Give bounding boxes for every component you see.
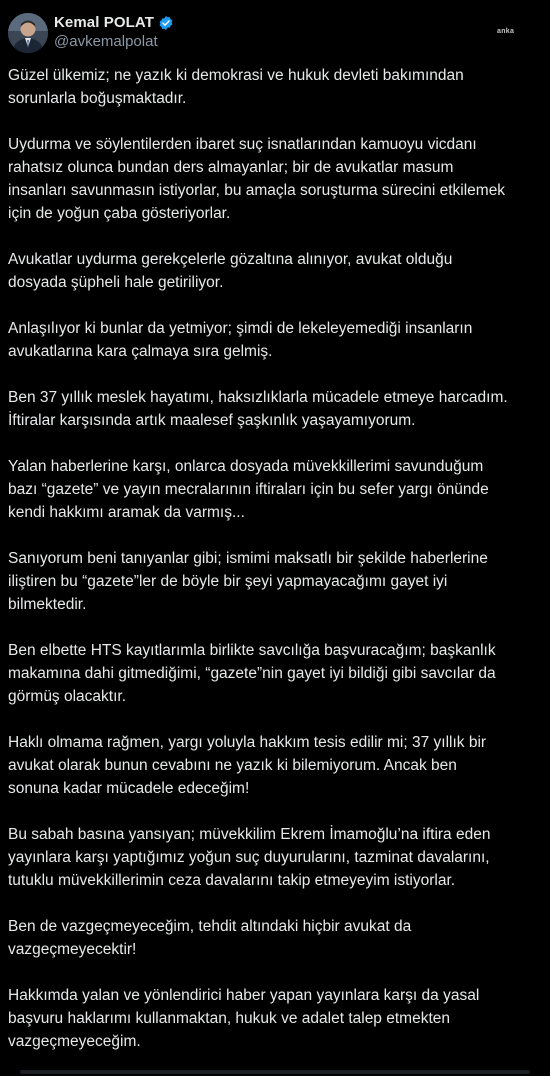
paragraph: [8, 731, 550, 800]
author-name-row: [54, 14, 174, 31]
text-line: vazgeçmeyeceğim.: [8, 1033, 141, 1050]
text-line: avukatlarına kara çalmaya sıra gelmiş.: [8, 343, 273, 360]
bottom-divider: [20, 1070, 530, 1074]
text-line: sorunlarla boğuşmaktadır.: [8, 90, 187, 107]
paragraph: [8, 639, 550, 708]
text-line: vazgeçmeyecektir!: [8, 941, 137, 958]
text-line: Sanıyorum beni tanıyanlar gibi; ismimi maksatlı bir şekilde haberlerine: [8, 550, 488, 567]
text-line: Ben 37 yıllık meslek hayatımı, haksızlıklarla mücadele etmeye harcadım.: [8, 389, 508, 406]
text-line: Bu sabah basına yansıyan; müvekkilim Ekrem İmamoğlu’na iftira eden: [8, 826, 491, 843]
paragraph: [8, 64, 550, 110]
post-text: [8, 64, 550, 1076]
watermark-logo: anka: [497, 28, 515, 35]
avatar[interactable]: [8, 13, 48, 53]
display-name[interactable]: Kemal POLAT: [54, 14, 155, 31]
post-header: [0, 0, 550, 60]
text-line: Hakkımda yalan ve yönlendirici haber yapan yayınlara karşı da yasal: [8, 987, 480, 1004]
text-line: Ben de vazgeçmeyeceğim, tehdit altındaki hiçbir avukat da: [8, 918, 412, 935]
text-line: İftiralar karşısında artık maalesef şaşkınlık yaşayamıyorum.: [8, 412, 416, 429]
verified-badge-icon: [158, 15, 174, 31]
text-line: iliştiren bu “gazete”ler de böyle bir şeyi yapmayacağımı gayet iyi: [8, 573, 448, 590]
text-line: insanları savunmasın istiyorlar, bu amaçla soruşturma sürecini etkilemek: [8, 182, 506, 199]
text-line: Haklı olmama rağmen, yargı yoluyla hakkım tesis edilir mi; 37 yıllık bir: [8, 734, 487, 751]
text-line: yayınlara karşı yaptığımız yoğun suç duyurularını, tazminat davalarını,: [8, 849, 490, 866]
text-line: makamına dahi gitmediğimi, “gazete”nin gayet iyi bildiği gibi savcılar da: [8, 665, 496, 682]
profile-photo-icon: [8, 13, 48, 53]
text-line: Uydurma ve söylentilerden ibaret suç isnatlarından kamuoyu vicdanı: [8, 136, 477, 153]
text-line: için de yoğun çaba gösteriyorlar.: [8, 205, 231, 222]
paragraph: [8, 455, 550, 524]
text-line: sonuna kadar mücadele edeceğim!: [8, 780, 250, 797]
text-line: Ben elbette HTS kayıtlarımla birlikte savcılığa başvuracağım; başkanlık: [8, 642, 496, 659]
paragraph: [8, 317, 550, 363]
paragraph: [8, 386, 550, 432]
author-handle[interactable]: @avkemalpolat: [54, 33, 158, 50]
text-line: avukat olarak bunun cevabını ne yazık ki bilemiyorum. Ancak ben: [8, 757, 457, 774]
text-line: görmüş olacaktır.: [8, 688, 127, 705]
text-line: bilmektedir.: [8, 596, 87, 613]
text-line: Güzel ülkemiz; ne yazık ki demokrasi ve hukuk devleti bakımından: [8, 67, 464, 84]
text-line: dosyada şüpheli hale getiriliyor.: [8, 274, 224, 291]
text-line: Yalan haberlerine karşı, onlarca dosyada müvekkillerimi savunduğum: [8, 458, 484, 475]
paragraph: [8, 547, 550, 616]
text-line: rahatsız olunca bundan ders almayanlar; bir de avukatlar masum: [8, 159, 454, 176]
text-line: Avukatlar uydurma gerekçelerle gözaltına alınıyor, avukat olduğu: [8, 251, 453, 268]
text-line: tutuklu müvekkillerimin ceza davalarını takip etmeyeyim istiyorlar.: [8, 872, 456, 889]
paragraph: [8, 133, 550, 225]
paragraph: [8, 984, 550, 1053]
text-line: Anlaşılıyor ki bunlar da yetmiyor; şimdi de lekeleyemediği insanların: [8, 320, 473, 337]
paragraph: [8, 823, 550, 892]
paragraph: [8, 248, 550, 294]
paragraph: [8, 915, 550, 961]
text-line: başvuru haklarımı kullanmaktan, hukuk ve adalet talep etmekten: [8, 1010, 450, 1027]
text-line: bazı “gazete” ve yayın mecralarının iftiraları için bu sefer yargı önünde: [8, 481, 489, 498]
text-line: kendi hakkımı aramak da varmış...: [8, 504, 245, 521]
